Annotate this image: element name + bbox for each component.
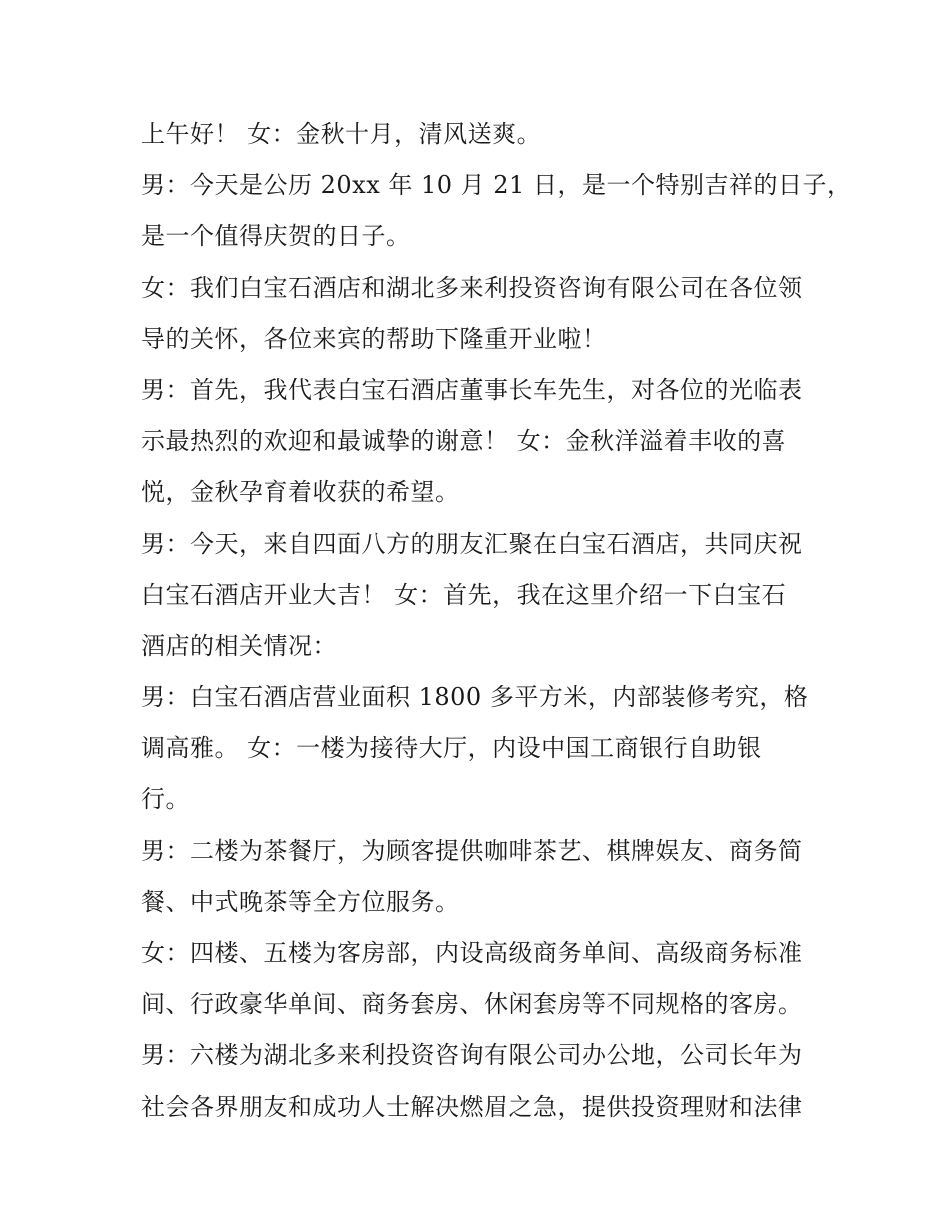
text-line: 白宝石酒店开业大吉！ 女：首先，我在这里介绍一下白宝石 <box>141 580 787 609</box>
text-line: 男：今天，来自四面八方的朋友汇聚在白宝石酒店，共同庆祝 <box>141 529 803 558</box>
text-line: 示最热烈的欢迎和最诚挚的谢意！ 女：金秋洋溢着丰收的喜 <box>141 427 787 456</box>
text-line: 男：首先，我代表白宝石酒店董事长车先生，对各位的光临表 <box>141 375 803 404</box>
text-line: 间、行政豪华单间、商务套房、休闲套房等不同规格的客房。 <box>141 990 803 1019</box>
text-line: 行。 <box>141 785 190 814</box>
text-line: 是一个值得庆贺的日子。 <box>141 222 411 251</box>
text-line: 悦，金秋孕育着收获的希望。 <box>141 478 460 507</box>
text-line: 女：我们白宝石酒店和湖北多来利投资咨询有限公司在各位领 <box>141 273 803 302</box>
text-line: 调高雅。 女：一楼为接待大厅，内设中国工商银行自助银 <box>141 734 762 763</box>
text-line: 上午好！ 女：金秋十月，清风送爽。 <box>141 120 542 148</box>
text-line: 餐、中式晚茶等全方位服务。 <box>141 887 460 916</box>
text-line: 男：六楼为湖北多来利投资咨询有限公司办公地，公司长年为 <box>141 1041 803 1070</box>
text-line: 男：白宝石酒店营业面积 1800 多平方米，内部装修考究，格 <box>141 683 809 712</box>
text-line: 酒店的相关情况： <box>141 631 337 660</box>
text-line: 男：二楼为茶餐厅，为顾客提供咖啡茶艺、棋牌娱友、商务简 <box>141 836 803 865</box>
document-body <box>141 109 852 1133</box>
text-line: 导的关怀，各位来宾的帮助下隆重开业啦！ <box>141 324 607 353</box>
text-line: 男：今天是公历 20xx 年 10 月 21 日，是一个特别吉祥的日子， <box>141 171 852 200</box>
text-line: 女：四楼、五楼为客房部，内设高级商务单间、高级商务标准 <box>141 939 803 967</box>
text-line: 社会各界朋友和成功人士解决燃眉之急，提供投资理财和法律 <box>141 1092 803 1121</box>
